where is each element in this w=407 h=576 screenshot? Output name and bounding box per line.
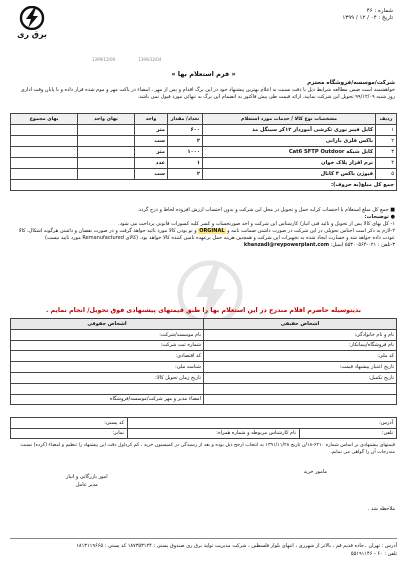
row-number: ۴ <box>376 158 397 169</box>
phone-field[interactable]: تلفن: <box>300 428 397 439</box>
item-quantity: ۱۰۰۰ <box>168 147 203 158</box>
management-signatures <box>66 473 108 489</box>
footer-phone: تلفن : ۶۰ - ۵۵۱۹۱۱۴۶ <box>350 551 397 557</box>
postal-code-field[interactable]: کد پستی: <box>11 418 128 429</box>
row-number: ۲ <box>376 136 397 147</box>
phone-label: ۳-تلفن : ۰۲۱-۵۵۳۰۰۵۶۴ ایمیل: <box>330 242 395 249</box>
unit-price-cell[interactable] <box>78 158 135 169</box>
total-price-cell[interactable] <box>11 147 78 158</box>
total-price-cell[interactable] <box>11 136 78 147</box>
col-description: مشخصات نوع کالا / خدمات مورد استعلام <box>203 114 376 125</box>
legal-field-company[interactable]: نام موسسه/شرکت: <box>11 329 204 340</box>
legal-field-blank[interactable] <box>11 383 204 394</box>
item-description: کابل فیبر نوری تکرشی آموردار ۱۲کر سینگل مد <box>203 125 376 136</box>
item-quantity: ۲ <box>168 136 203 147</box>
row-number: ۵ <box>376 169 397 180</box>
supplier-header-row <box>11 319 397 330</box>
real-person-header: اشخاص حقیقی <box>204 319 397 330</box>
contact-row-phone <box>11 428 397 439</box>
item-description: فیوژن باکس ۴ کانال <box>203 169 376 180</box>
item-unit: عدد <box>135 158 168 169</box>
logo-text: برق ری <box>17 30 47 39</box>
notes-section <box>12 207 395 250</box>
note-2-start: ۲-لازم به ذکر است اجناس تحویلی در این شرکت در صورت داشتن ضمانت نامه و <box>227 228 395 235</box>
real-field-signature[interactable] <box>204 394 397 405</box>
total-in-words-label: جمع کل مبلغ(به حروف): <box>11 180 397 191</box>
item-unit: متر <box>135 147 168 158</box>
row-number: ۳ <box>376 147 397 158</box>
items-table <box>10 113 397 191</box>
real-field-blank[interactable] <box>204 383 397 394</box>
document-date: تاریخ : ۰۴ / ۱۲ / ۱۳۹۹ <box>342 15 393 21</box>
table-row <box>11 158 397 169</box>
company-logo <box>8 6 56 42</box>
item-quantity: ۲ <box>168 169 203 180</box>
lightning-logo-icon <box>17 6 47 30</box>
pricing-note: قیمتهای پیشنهادی بر اساس شماره ۶۲۱۰-۱۸/ن تاریخ ۱۳۹۱/۱۱/۲۸ به انتخاب ارجح ذیل بوده و بعد از رسیدگی در کمیسیون خرید ، کم کرداول دقت این پیشنهاد را تنظیم و امضاء (کرده) نسبت مندرجات آن را گواهی می نمایم. <box>20 443 395 455</box>
total-price-cell[interactable] <box>11 125 78 136</box>
date-stamp: 1399/12/04 <box>138 57 162 62</box>
real-field-name[interactable]: نام و نام خانوادگی: <box>204 329 397 340</box>
purchaser-signature-label: مامور خرید <box>303 469 327 475</box>
table-row <box>11 136 397 147</box>
date-stamp: 1399/12/09 <box>92 57 116 62</box>
contact-row-address <box>11 418 397 429</box>
original-highlight: ORGINAL <box>199 228 225 235</box>
expert-field[interactable]: نام کارشناس مربوطه و شماره همراه: <box>128 428 300 439</box>
unit-price-cell[interactable] <box>78 125 135 136</box>
footer-address: آدرس : تهران ۔جاده قدیم قم ، بالاتر از شهرری ، انتهای بلوار فلسطین ، شرکت مدیریت تولید برق ری صندوق پستی : ۱۸۷۳۵۳۱۲۴ کد پستی : ۱۸۱۳۱۱۹۶۶۵ <box>76 543 397 549</box>
total-price-cell[interactable] <box>11 158 78 169</box>
legal-entity-header: اشخاص حقوقی <box>11 319 204 330</box>
contact-table <box>10 417 397 439</box>
table-row <box>11 125 397 136</box>
row-number: ۱ <box>376 125 397 136</box>
real-field-validity[interactable]: تاریخ اعتبار پیشنهاد قیمت: <box>204 362 397 373</box>
item-unit: متر <box>135 125 168 136</box>
price-note: ■ جمع کل مبلغ استعلام با احتساب کرایه حمل و تحویل در محل این شرکت و بدون احتساب ارزش افزوده لحاظ و درج گردد. <box>137 207 395 213</box>
legal-field-delivery-date[interactable]: تاریخ زمان تحویل کالا: <box>11 372 204 383</box>
unit-price-cell[interactable] <box>78 147 135 158</box>
table-row <box>11 383 397 394</box>
legal-field-signature[interactable]: امضاء مدیر و مهر شرکت/موسسه/فروشگاه <box>11 394 204 405</box>
col-row-number: ردیف <box>376 114 397 125</box>
legal-field-national-id[interactable]: شناسه ملی: <box>11 362 204 373</box>
table-row <box>11 351 397 362</box>
total-price-cell[interactable] <box>11 169 78 180</box>
remark-label: ملاحظه شد . <box>367 506 395 512</box>
item-unit: ست <box>135 136 168 147</box>
note-2-end: و نو بودن کالا مورد تائید خواهد گرفت و در صورت نقصان و داشتن هرگونه اشکال، کالا عودت داده خواهد شد و خسارت ایجاد شده به تجهیزات این شرکت و همچنین هزینه حمل برعهده تامین کننده کالا خواهد بود. (کالای Remanufactured مورد تایید نیست) <box>18 228 395 242</box>
fax-field[interactable]: نمابر: <box>11 428 128 439</box>
signature-area <box>10 467 397 501</box>
table-row <box>11 329 397 340</box>
commitment-statement: بدینوسیله حاضرم اقلام مندرج در این استعلام بها را طبق قیمتهای پیشنهادی فوق تحویل/ انجام نمایم . <box>45 307 362 314</box>
note-2 <box>12 228 395 242</box>
unit-price-cell[interactable] <box>78 169 135 180</box>
col-unit-price: بهای واحد <box>78 114 135 125</box>
col-unit: واحد <box>135 114 168 125</box>
addressee: شرکت/موسسه/فروشگاه محترم <box>307 80 395 86</box>
table-row <box>11 169 397 180</box>
document-number: شماره : ۴۶ <box>366 8 393 14</box>
address-field[interactable]: آدرس: <box>128 418 397 429</box>
intro-paragraph: خواهشمند است ضمن مطالعه شرایط ذیل با دقت نسبت به اعلام بهترین پیشنهاد خود در این برگ اقدام و پس از مهر ، امضاء در پاکت مهر و موم شده قرار داده و با پایان وقت اداری روز شنبه ۹۹/۱۲/۰۹ تحویل این شرکت نمایید. ارائه قیمت طی پیش فاکتور به انضمام این برگ به تنهائی مورد قبول نمی باشد. <box>20 87 395 100</box>
table-row <box>11 394 397 405</box>
contact-email[interactable]: khanzadi@reypowerplant.com <box>243 242 330 249</box>
legal-field-economic-code[interactable]: کد اقتصادی: <box>11 351 204 362</box>
real-field-national-code[interactable]: کد ملی: <box>204 351 397 362</box>
document-meta <box>313 8 393 22</box>
footer <box>10 538 397 558</box>
ceo-signature-label: مدیر عامل <box>75 482 98 488</box>
table-row <box>11 147 397 158</box>
item-unit: ست <box>135 169 168 180</box>
note-1: ۱- کل بهای کالا پس از تحویل و تائید فنی انبار/ کارشناس این شرکت و اخذ صورتحساب و کسر کلیه کسورات قانونی پرداخت می شود. <box>118 221 395 228</box>
items-header-row <box>11 114 397 125</box>
table-row <box>11 362 397 373</box>
form-title: « فرم استعلام بها » <box>171 70 236 78</box>
item-description: ترم افزار پلاک خوان <box>203 158 376 169</box>
table-row <box>11 372 397 383</box>
item-description: کابل شبکه Cat6 SFTP Outdoor <box>203 147 376 158</box>
item-quantity: ۱ <box>168 158 203 169</box>
item-quantity: ۶۰۰ <box>168 125 203 136</box>
table-row <box>11 340 397 351</box>
real-field-completion-date[interactable]: تاریخ تکمیل: <box>204 372 397 383</box>
legal-field-registration[interactable]: شماره ثبت شرکت: <box>11 340 204 351</box>
supplier-info-table <box>10 318 397 405</box>
commerce-signature-label: امور بازرگانی و انبار <box>66 474 108 480</box>
total-row <box>11 180 397 191</box>
notes-heading: ● توضیحات: <box>364 214 395 221</box>
real-field-shop[interactable]: نام فروشگاه/پیمانکار: <box>204 340 397 351</box>
note-3 <box>12 242 395 249</box>
item-description: باکس فلزی بارانی <box>203 136 376 147</box>
unit-price-cell[interactable] <box>78 136 135 147</box>
date-stamps <box>92 57 183 62</box>
col-quantity: تعداد/ مقدار <box>168 114 203 125</box>
col-total-price: بهای مجموع <box>11 114 78 125</box>
